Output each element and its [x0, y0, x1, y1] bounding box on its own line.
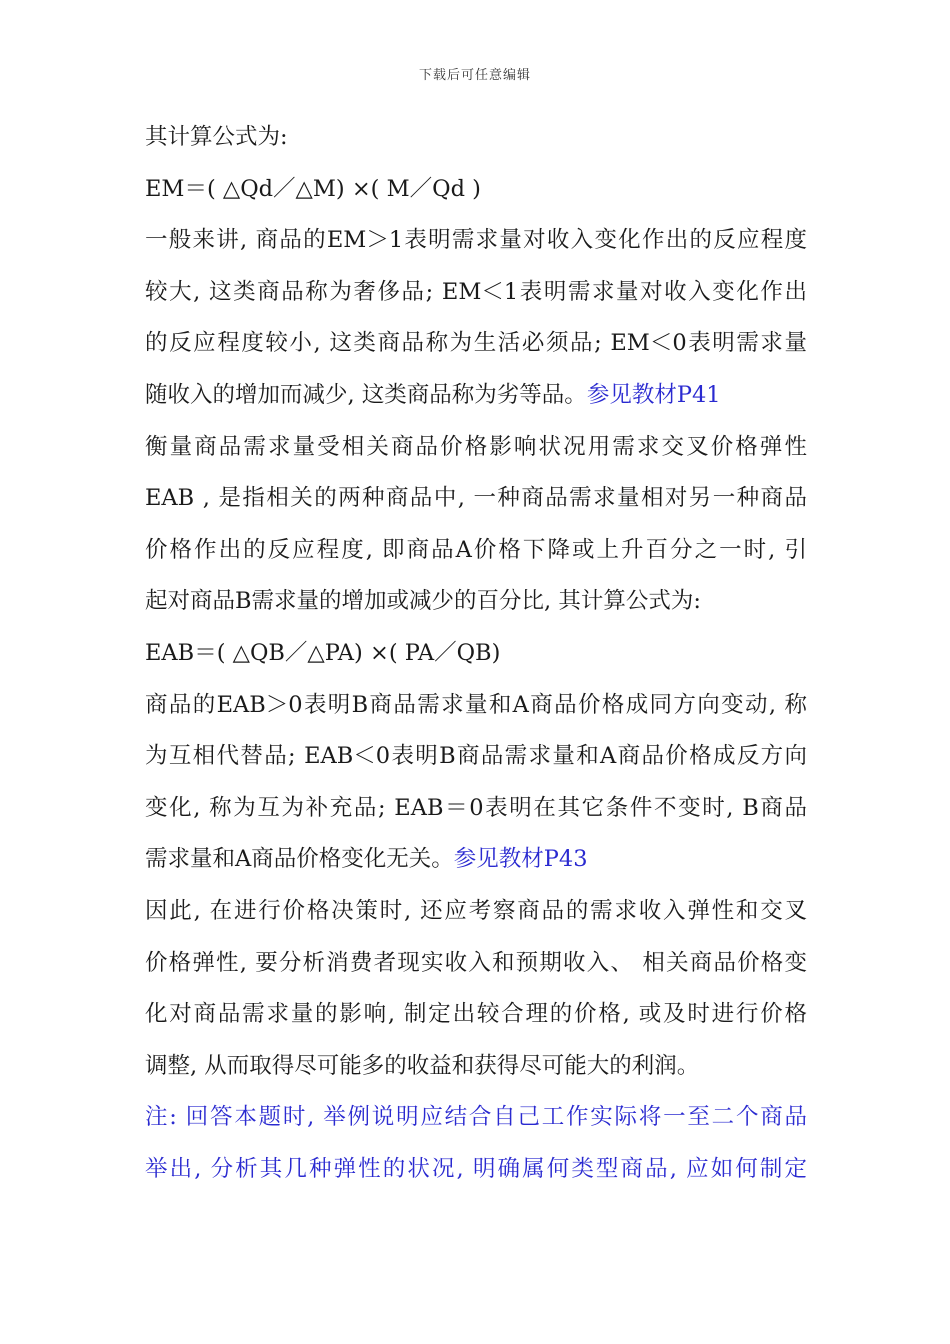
text-line: 起对商品B需求量的增加或减少的百分比, 其计算公式为:: [145, 588, 701, 615]
text-line: 商品的EAB＞0表明B商品需求量和A商品价格成同方向变动, 称: [145, 691, 807, 718]
text-line: 调整, 从而取得尽可能多的收益和获得尽可能大的利润。: [145, 1052, 700, 1079]
text-line: EAB , 是指相关的两种商品中, 一种商品需求量相对另一种商品: [145, 485, 807, 512]
paragraph-formula-intro: [145, 112, 807, 164]
text-line: 因此, 在进行价格决策时, 还应考察商品的需求收入弹性和交叉: [145, 897, 807, 924]
text-line: [145, 370, 807, 422]
paragraph-eab-meaning: [145, 680, 807, 886]
text-line: 其计算公式为:: [145, 124, 288, 150]
paragraph-conclusion: [145, 886, 807, 1092]
note-line: 举出, 分析其几种弹性的状况, 明确属何类型商品, 应如何制定: [145, 1155, 807, 1182]
formula-line: EM＝( △Qd／△M) ×( M／Qd ): [145, 175, 481, 202]
paragraph-income-elasticity: [145, 215, 807, 421]
paragraph-em-formula: [145, 164, 807, 216]
text-line: 变化, 称为互为补充品; EAB＝0表明在其它条件不变时, B商品: [145, 794, 807, 821]
text-line: 化对商品需求量的影响, 制定出较合理的价格, 或及时进行价格: [145, 1001, 807, 1028]
paragraph-eab-formula: [145, 628, 807, 680]
formula-line: EAB＝( △QB／△PA) ×( PA／QB): [145, 639, 501, 666]
text-line: [145, 834, 807, 886]
note-line: 注: 回答本题时, 举例说明应结合自己工作实际将一至二个商品: [145, 1104, 807, 1131]
text-line: 为互相代替品; EAB＜0表明B商品需求量和A商品价格成反方向: [145, 743, 807, 770]
text-line: 价格弹性, 要分析消费者现实收入和预期收入、 相关商品价格变: [145, 949, 807, 976]
line-text: 随收入的增加而减少, 这类商品称为劣等品。: [145, 381, 587, 408]
text-line: 衡量商品需求量受相关商品价格影响状况用需求交叉价格弹性: [145, 433, 807, 460]
text-line: 的反应程度较小, 这类商品称为生活必须品; EM＜0表明需求量: [145, 330, 807, 357]
text-line: 较大, 这类商品称为奢侈品; EM＜1表明需求量对收入变化作出: [145, 278, 807, 305]
paragraph-cross-elasticity: [145, 422, 807, 628]
text-line: 价格作出的反应程度, 即商品A价格下降或上升百分之一时, 引: [145, 536, 807, 563]
line-text: 需求量和A商品价格变化无关。: [145, 846, 454, 873]
textbook-reference: 参见教材P43: [453, 846, 588, 873]
text-line: 一般来讲, 商品的EM＞1表明需求量对收入变化作出的反应程度: [145, 227, 807, 254]
page-header: 下载后可任意编辑: [418, 68, 531, 83]
document-body: [145, 112, 807, 1195]
textbook-reference: 参见教材P41: [586, 381, 721, 408]
paragraph-answer-note: [145, 1092, 807, 1195]
